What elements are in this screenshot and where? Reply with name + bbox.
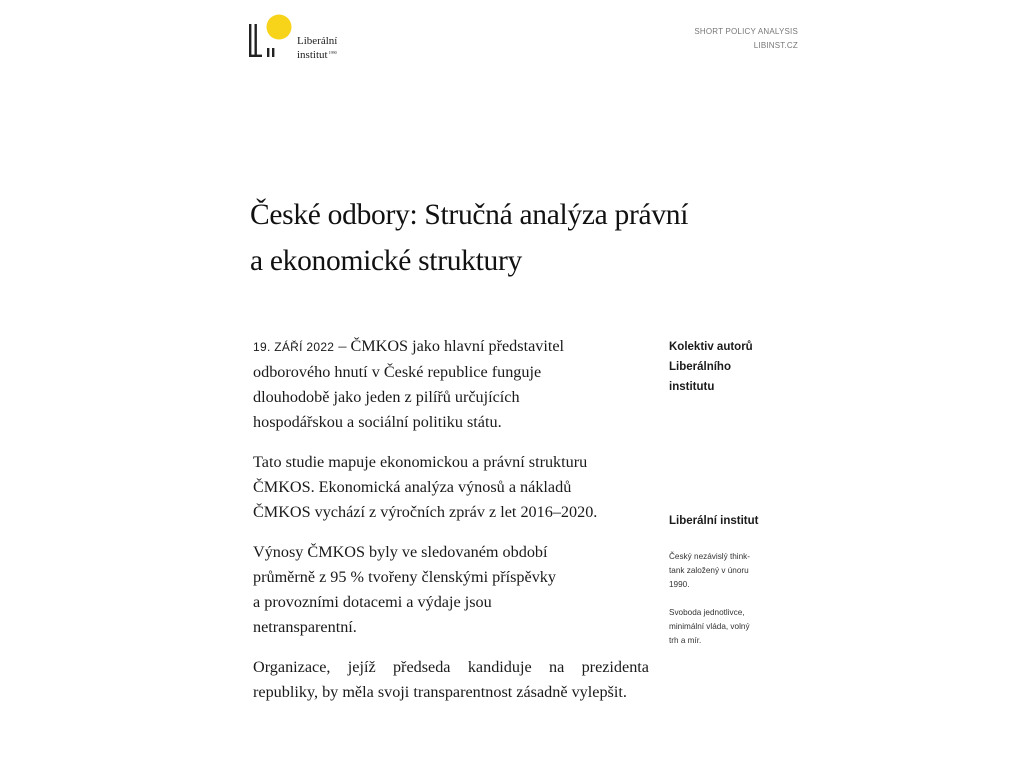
logo-year: 1990	[328, 50, 337, 55]
page-title	[250, 192, 810, 284]
p3-line3: a provozními dotacemi a výdaje jsou	[253, 593, 492, 611]
publication-date: 19. ZÁŘÍ 2022	[253, 340, 335, 354]
desc1-line3: 1990.	[669, 580, 690, 589]
p1-line3: dlouhodobě jako jeden z pilířů určujících	[253, 388, 520, 406]
institute-mission	[669, 606, 799, 648]
series-label: SHORT POLICY ANALYSIS	[694, 27, 798, 36]
institute-title: Liberální institut	[669, 515, 759, 527]
paragraph-3	[253, 540, 649, 640]
logo-bar-2	[255, 24, 257, 57]
desc2-line2: minimální vláda, volný	[669, 622, 750, 631]
logo-bar-4	[272, 48, 274, 57]
desc1-line2: tank založený v únoru	[669, 566, 749, 575]
paragraph-1	[253, 334, 649, 435]
authors-line3: institutu	[669, 381, 715, 393]
desc1-line1: Český nezávislý think-	[669, 552, 750, 561]
article-body	[253, 334, 649, 720]
p1-line4: hospodářskou a sociální politiku státu.	[253, 413, 502, 431]
desc2-line1: Svoboda jednotlivce,	[669, 608, 745, 617]
authors-block	[669, 337, 799, 397]
sun-circle	[267, 15, 292, 40]
logo-line1: Liberální	[297, 35, 338, 47]
desc2-line3: trh a mír.	[669, 636, 702, 645]
authors-line2: Liberálního	[669, 361, 731, 373]
website-link[interactable]: LIBINST.CZ	[753, 41, 798, 50]
logo-bar-3	[267, 48, 269, 57]
institute-description	[669, 550, 799, 592]
p4-line3: vylepšit.	[571, 683, 627, 701]
logo-line2-wrap	[297, 47, 337, 61]
p3-line1: Výnosy ČMKOS byly ve sledovaném období	[253, 543, 548, 561]
paragraph-4	[253, 655, 649, 705]
title-line1: České odbory: Stručná analýza právní	[250, 199, 689, 231]
date-dash: –	[334, 337, 351, 355]
p3-line4: netransparentní.	[253, 618, 357, 636]
logo-line2: institut	[297, 49, 328, 61]
institute-block	[669, 512, 799, 662]
p1-line2: odborového hnutí v České republice funguje	[253, 363, 542, 381]
p2-line1: Tato studie mapuje ekonomickou a právní strukturu	[253, 453, 588, 471]
title-line2: a ekonomické struktury	[250, 245, 522, 277]
authors-line1: Kolektiv autorů	[669, 341, 753, 353]
paragraph-2	[253, 450, 649, 525]
logo-wordmark	[297, 36, 337, 61]
liberal-institute-logo-mark	[248, 14, 294, 60]
p4-line1: Organizace, jejíž předseda kandiduje na prezidenta	[253, 658, 649, 676]
p1-line1: ČMKOS jako hlavní představitel	[350, 337, 565, 355]
logo	[248, 14, 368, 62]
header-meta	[694, 25, 798, 53]
p3-line2: průměrně z 95 % tvořeny členskými příspěvky	[253, 568, 556, 586]
p2-line3: ČMKOS vychází z výročních zpráv z let 2016–2020.	[253, 503, 598, 521]
p4-line2: republiky, by měla svoji transparentnost zásadně	[253, 683, 568, 701]
logo-base	[249, 55, 262, 57]
p2-line2: ČMKOS. Ekonomická analýza výnosů a nákladů	[253, 478, 572, 496]
logo-bar-1	[249, 24, 251, 57]
